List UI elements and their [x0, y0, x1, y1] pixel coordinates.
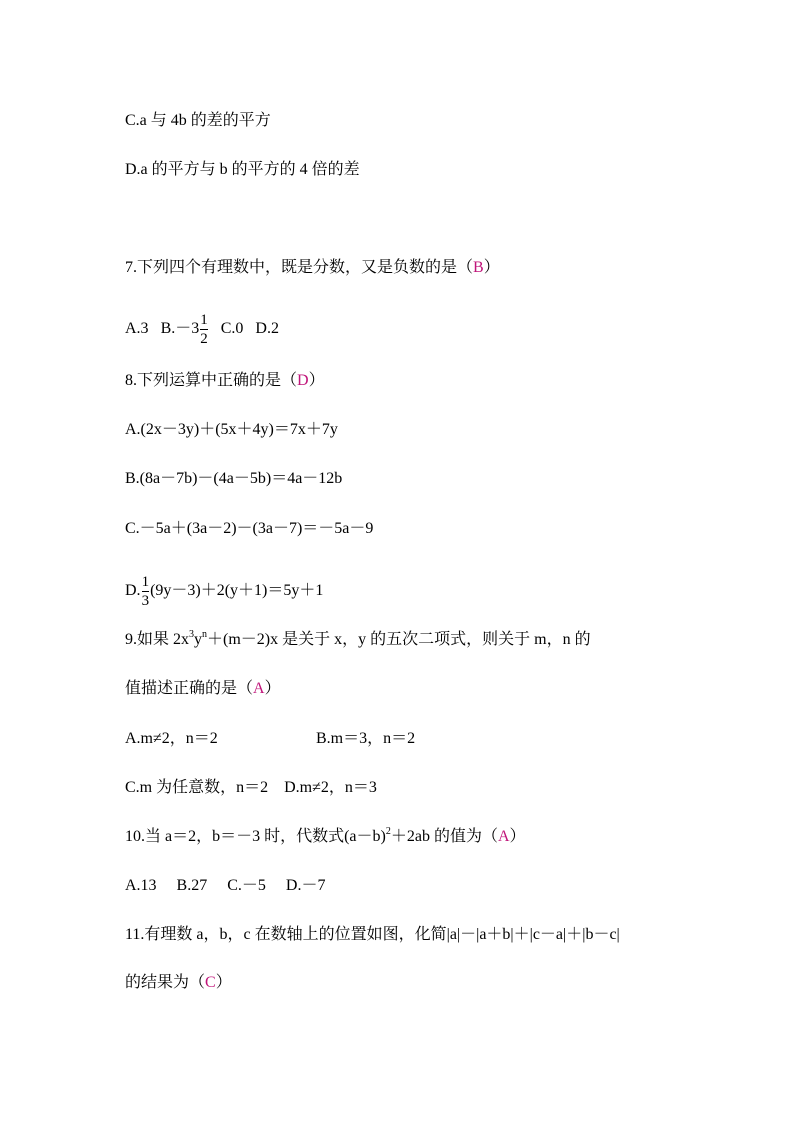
question-9-line-2	[125, 678, 281, 700]
question-7-close: ）	[483, 259, 500, 276]
option-c-line	[125, 110, 271, 132]
question-7-options	[125, 311, 279, 348]
q10-options-text: A.13 B.27 C.－5 D.－7	[125, 877, 326, 894]
q9-exponent-1: 3	[189, 628, 195, 640]
question-7-text: 7.下列四个有理数中，既是分数，又是负数的是（	[125, 259, 474, 276]
q8-option-d	[125, 573, 323, 610]
q11-line-2-text: 的结果为（	[125, 974, 206, 991]
q8-option-b	[125, 468, 342, 490]
q9-option-b: B.m＝3，n＝2	[316, 730, 416, 747]
question-11-stem	[125, 924, 620, 946]
option-d-line	[125, 159, 360, 181]
question-9-close: ）	[264, 680, 281, 697]
question-10-close: ）	[509, 828, 526, 845]
q9-option-d: D.m≠2，n＝3	[284, 779, 377, 796]
question-8-text: 8.下列运算中正确的是（	[125, 372, 298, 389]
q8-option-a-text: A.(2x－3y)＋(5x＋4y)＝7x＋7y	[125, 421, 338, 438]
q9-options-row-2	[125, 777, 377, 799]
q8-fraction	[142, 573, 150, 610]
q8-option-a	[125, 419, 338, 441]
q10-part-1: 10.当 a＝2，b＝－3 时，代数式(a－b)	[125, 828, 386, 845]
question-10-answer: A	[497, 828, 510, 845]
q7-option-a: A.3	[125, 320, 149, 338]
q8-option-d-label: D.	[125, 582, 141, 600]
q7-fraction-num: 1	[200, 312, 208, 328]
question-9-stem	[125, 629, 591, 651]
q8-option-b-text: B.(8a－7b)－(4a－5b)＝4a－12b	[125, 470, 343, 487]
q7-option-b: B.－3	[160, 320, 200, 338]
q9-line-2-text: 值描述正确的是（	[125, 680, 254, 697]
q7-fraction-den: 2	[200, 331, 208, 347]
question-8-answer: D	[297, 372, 309, 389]
question-7-stem	[125, 257, 500, 279]
q9-part-3: ＋(m－2)x 是关于 x，y 的五次二项式，则关于 m，n 的	[207, 631, 591, 648]
question-8-close: ）	[308, 372, 325, 389]
q7-option-c: C.0	[220, 320, 244, 338]
q9-option-a: A.m≠2，n＝2	[125, 730, 218, 747]
q9-options-row-1	[125, 728, 415, 750]
question-11-close: ）	[215, 974, 232, 991]
q10-part-2: ＋2ab 的值为（	[390, 828, 498, 845]
q7-option-d: D.2	[255, 320, 279, 338]
question-7-answer: B	[473, 259, 484, 276]
q9-part-2: y	[194, 631, 203, 648]
q10-options	[125, 875, 325, 897]
question-11-answer: C	[205, 974, 216, 991]
q11-line-1-text: 11.有理数 a，b，c 在数轴上的位置如图，化简|a|－|a＋b|＋|c－a|＋|b－c|	[125, 926, 620, 943]
question-9-answer: A	[253, 680, 265, 697]
option-c-text: C.a 与 4b 的差的平方	[125, 112, 271, 129]
q7-fraction	[200, 311, 208, 348]
q9-exponent-2: n	[202, 628, 208, 640]
q8-fraction-num: 1	[141, 574, 150, 590]
q8-option-c-text: C.－5a＋(3a－2)－(3a－7)＝－5a－9	[125, 520, 374, 537]
q9-option-c: C.m 为任意数，n＝2	[125, 779, 269, 796]
option-d-text: D.a 的平方与 b 的平方的 4 倍的差	[125, 161, 360, 178]
question-11-line-2	[125, 972, 232, 994]
q8-option-d-text: (9y－3)＋2(y＋1)＝5y＋1	[150, 582, 324, 600]
q10-exponent: 2	[385, 825, 391, 837]
question-8-stem	[125, 370, 325, 392]
q8-fraction-den: 3	[141, 593, 150, 609]
q8-option-c	[125, 518, 373, 540]
q9-part-1: 9.如果 2x	[125, 631, 190, 648]
question-10-stem	[125, 826, 526, 848]
